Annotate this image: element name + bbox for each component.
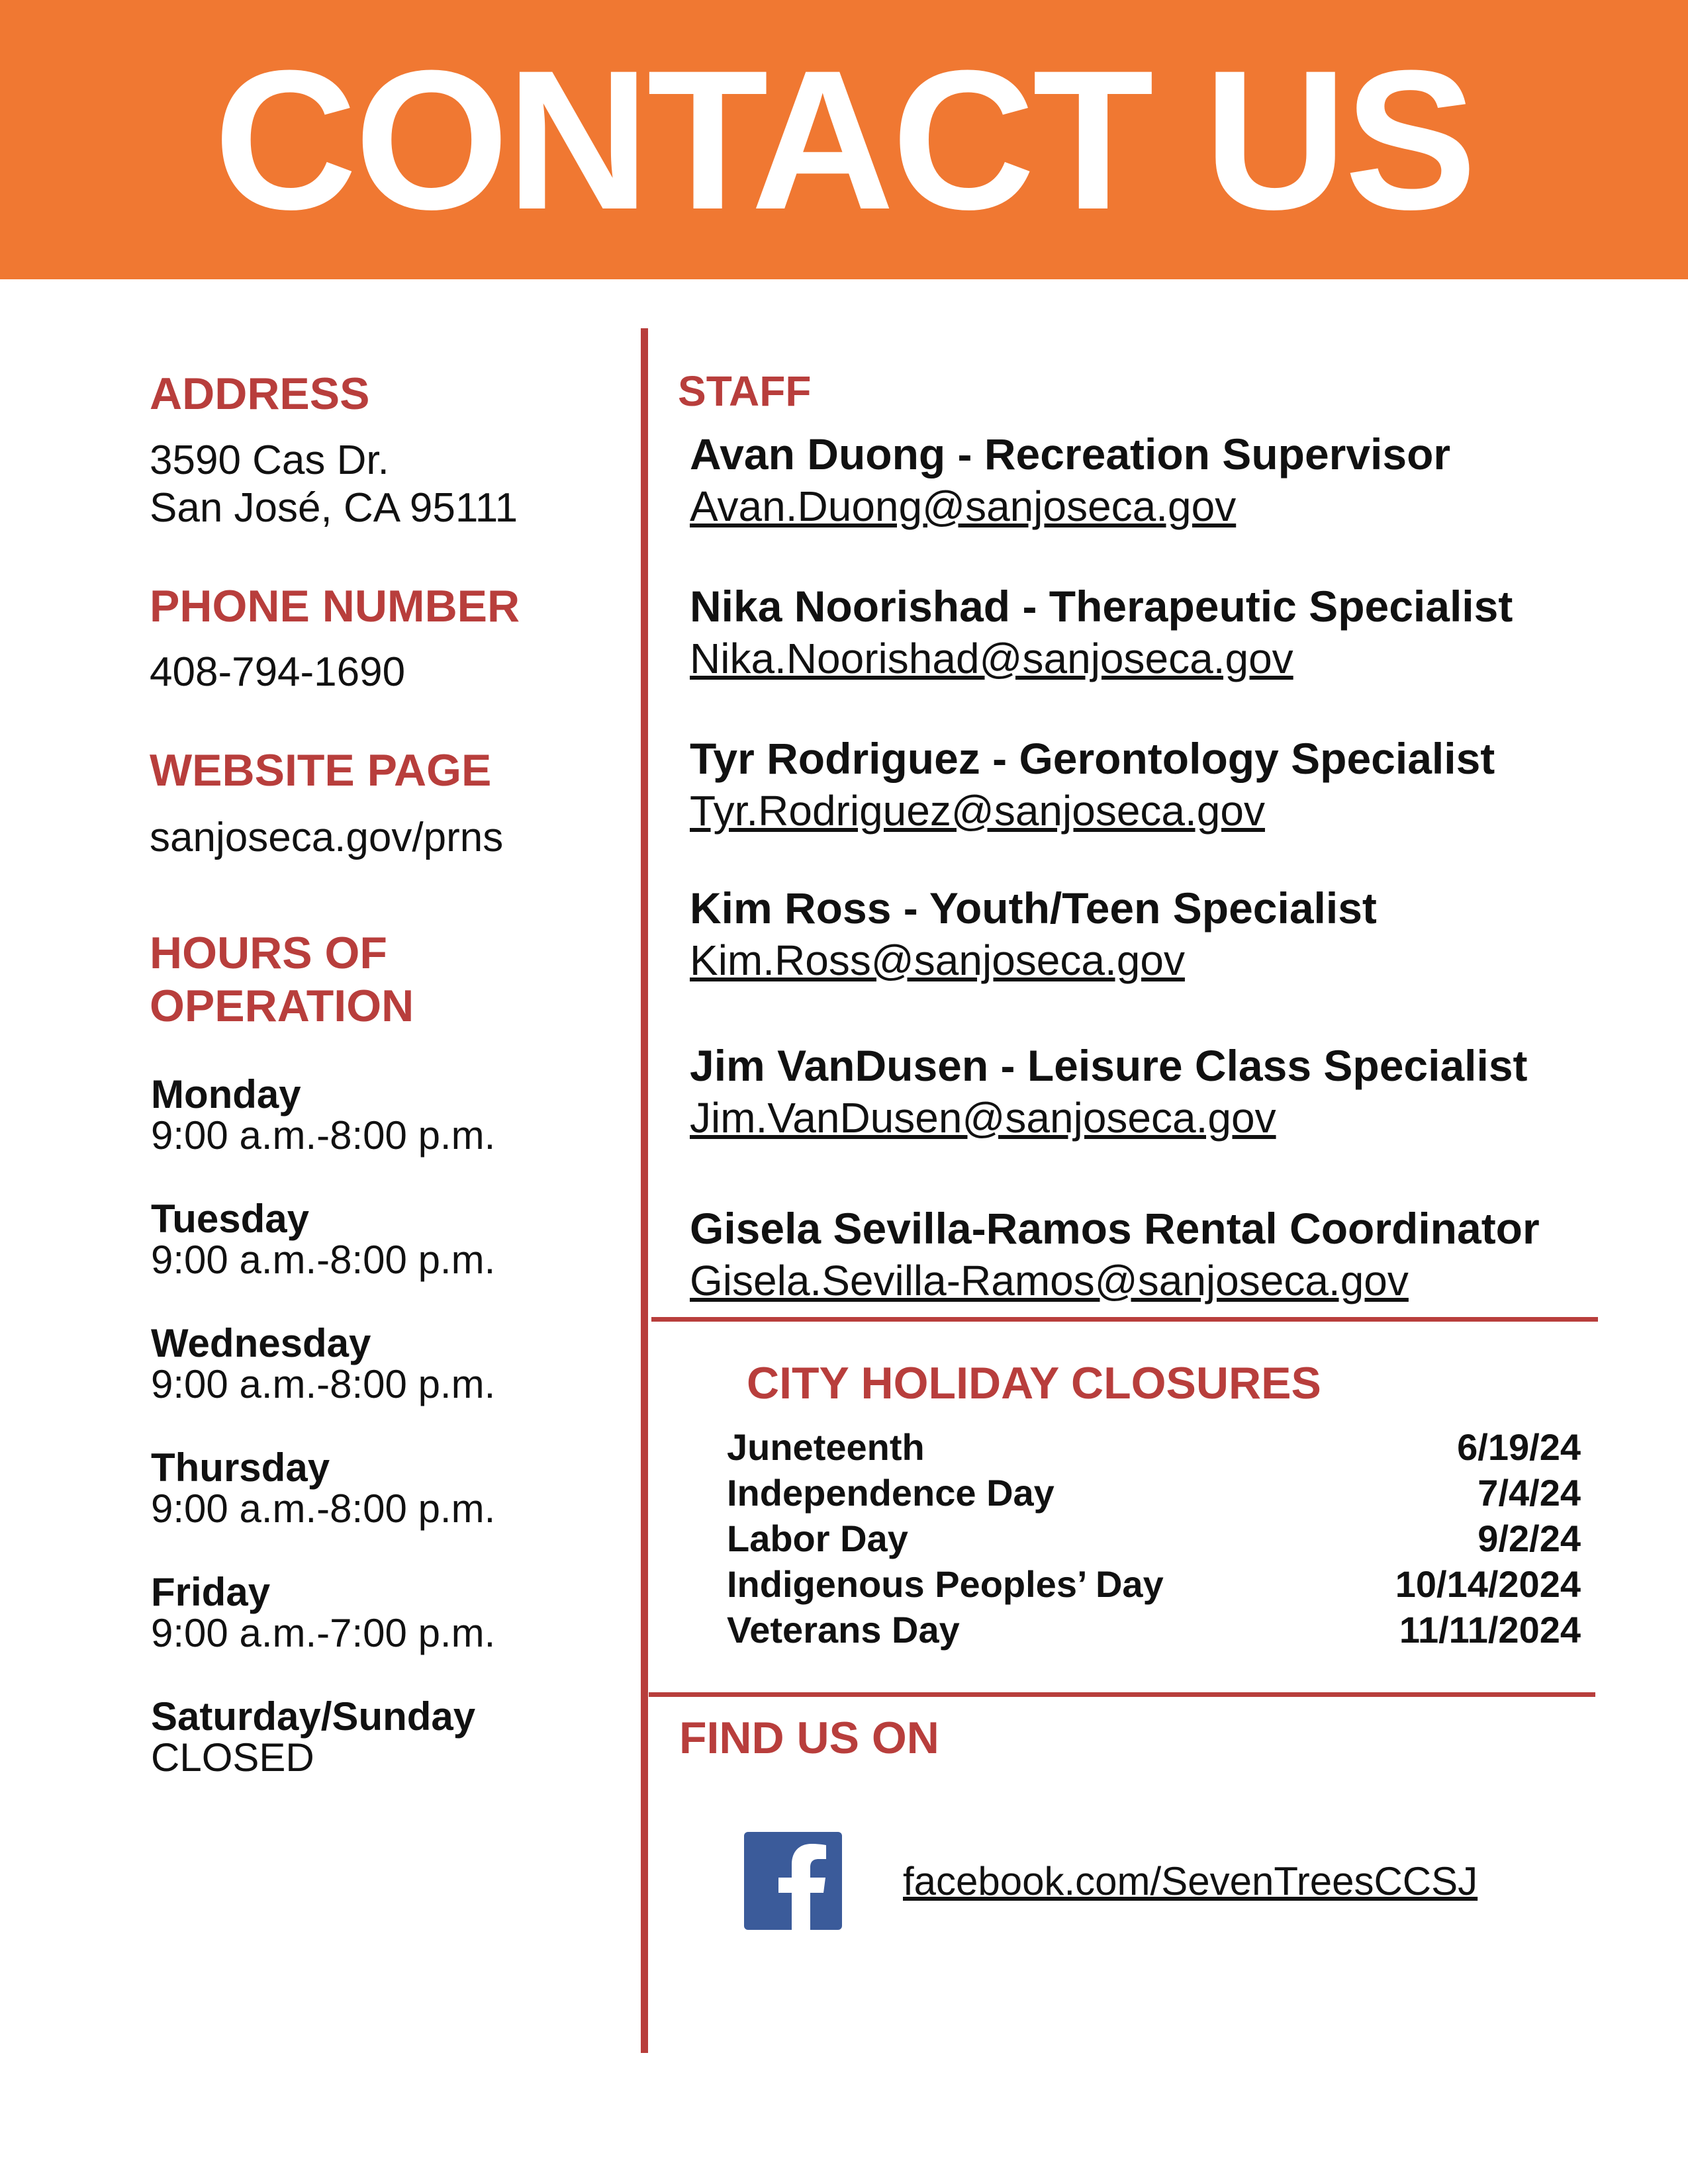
day-hours: 9:00 a.m.-8:00 p.m.: [151, 1113, 496, 1158]
staff-email-link[interactable]: Tyr.Rodriguez@sanjoseca.gov: [690, 787, 1265, 835]
hours-row-weekend: [151, 1696, 475, 1778]
holiday-name: Indigenous Peoples’ Day: [727, 1563, 1164, 1605]
facebook-icon[interactable]: [744, 1832, 842, 1930]
holiday-list: [727, 1424, 1581, 1653]
hours-row-thursday: [151, 1447, 495, 1529]
staff-name-title: Nika Noorishad - Therapeutic Specialist: [690, 582, 1513, 631]
hours-row-tuesday: [151, 1199, 495, 1281]
staff-entry: [690, 1039, 1528, 1144]
day-name: Friday: [151, 1570, 271, 1614]
holiday-date: 10/14/2024: [1395, 1563, 1581, 1605]
holiday-row: [727, 1470, 1581, 1516]
hours-row-wednesday: [151, 1323, 495, 1405]
holiday-date: 6/19/24: [1457, 1426, 1581, 1468]
staff-email-link[interactable]: Avan.Duong@sanjoseca.gov: [690, 482, 1237, 530]
holiday-name: Independence Day: [727, 1472, 1055, 1514]
day-name: Monday: [151, 1072, 301, 1116]
day-name: Saturday/Sunday: [151, 1694, 476, 1739]
staff-email-link[interactable]: Nika.Noorishad@sanjoseca.gov: [690, 635, 1293, 682]
header-banner: [0, 0, 1688, 279]
holiday-name: Juneteenth: [727, 1426, 925, 1468]
address-heading: ADDRESS: [150, 369, 370, 419]
hours-row-monday: [151, 1074, 495, 1156]
staff-email-link[interactable]: Kim.Ross@sanjoseca.gov: [690, 936, 1185, 984]
facebook-link[interactable]: facebook.com/SevenTreesCCSJ: [903, 1859, 1478, 1903]
staff-entry: [690, 732, 1495, 837]
day-hours: 9:00 a.m.-7:00 p.m.: [151, 1611, 496, 1655]
social-heading: FIND US ON: [679, 1713, 939, 1763]
staff-entry: [690, 882, 1377, 986]
holidays-heading: CITY HOLIDAY CLOSURES: [747, 1358, 1321, 1408]
address-line-2: San José, CA 95111: [150, 485, 518, 531]
day-hours: 9:00 a.m.-8:00 p.m.: [151, 1238, 496, 1282]
staff-entry: [690, 1202, 1540, 1306]
holiday-name: Veterans Day: [727, 1609, 960, 1651]
hours-heading-line-2: OPERATION: [150, 981, 414, 1031]
staff-name-title: Avan Duong - Recreation Supervisor: [690, 430, 1451, 478]
staff-holiday-divider: [651, 1317, 1598, 1322]
staff-entry: [690, 580, 1513, 684]
holiday-social-divider: [649, 1692, 1595, 1697]
holiday-row: [727, 1561, 1581, 1607]
website-heading: WEBSITE PAGE: [150, 745, 492, 796]
day-name: Wednesday: [151, 1321, 371, 1365]
holiday-row: [727, 1424, 1581, 1470]
address-line-1: 3590 Cas Dr.: [150, 437, 389, 483]
holiday-date: 9/2/24: [1477, 1518, 1581, 1559]
staff-email-link[interactable]: Jim.VanDusen@sanjoseca.gov: [690, 1094, 1276, 1142]
phone-heading: PHONE NUMBER: [150, 581, 520, 631]
hours-heading-line-1: HOURS OF: [150, 928, 387, 978]
day-name: Thursday: [151, 1445, 330, 1490]
day-hours: 9:00 a.m.-8:00 p.m.: [151, 1486, 496, 1531]
hours-row-friday: [151, 1572, 495, 1654]
staff-heading: STAFF: [678, 367, 812, 415]
holiday-row: [727, 1516, 1581, 1561]
holiday-row: [727, 1607, 1581, 1653]
staff-name-title: Kim Ross - Youth/Teen Specialist: [690, 884, 1377, 933]
staff-entry: [690, 428, 1450, 532]
day-hours: 9:00 a.m.-8:00 p.m.: [151, 1362, 496, 1406]
holiday-date: 11/11/2024: [1399, 1609, 1581, 1651]
holiday-date: 7/4/24: [1477, 1472, 1581, 1514]
phone-number: 408-794-1690: [150, 649, 406, 695]
staff-name-title: Tyr Rodriguez - Gerontology Specialist: [690, 734, 1495, 783]
staff-name-title: Gisela Sevilla-Ramos Rental Coordinator: [690, 1204, 1540, 1253]
day-hours: CLOSED: [151, 1735, 314, 1780]
page-title: CONTACT US: [213, 28, 1475, 251]
column-divider: [641, 328, 648, 2053]
staff-name-title: Jim VanDusen - Leisure Class Specialist: [690, 1041, 1528, 1090]
website-link[interactable]: sanjoseca.gov/prns: [150, 815, 504, 860]
staff-email-link[interactable]: Gisela.Sevilla-Ramos@sanjoseca.gov: [690, 1257, 1409, 1304]
holiday-name: Labor Day: [727, 1518, 908, 1559]
facebook-f-glyph: [744, 1832, 842, 1930]
day-name: Tuesday: [151, 1197, 309, 1241]
